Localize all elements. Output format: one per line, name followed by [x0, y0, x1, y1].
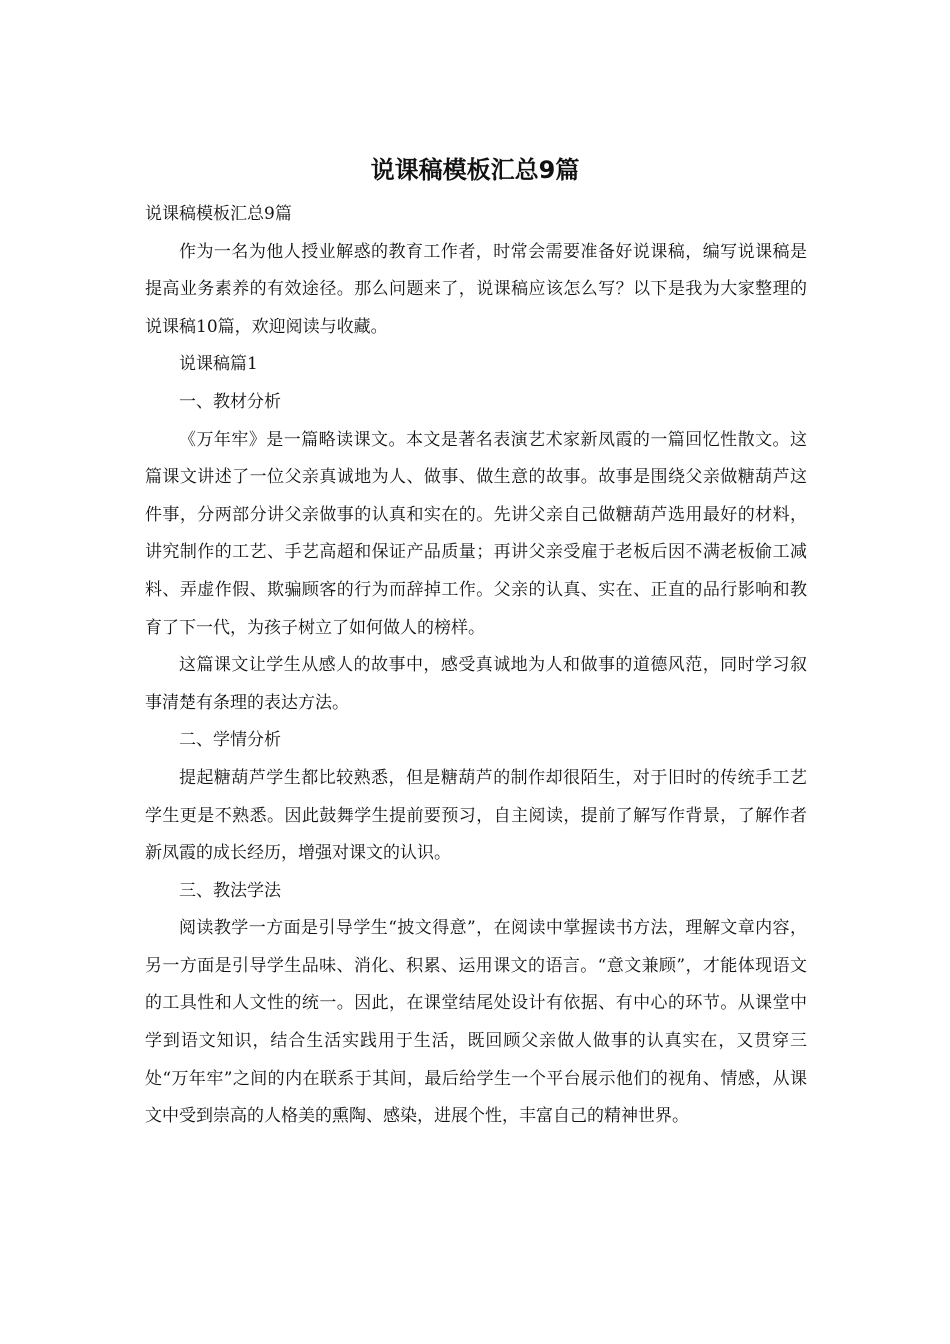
section-heading-lesson-1: 说课稿篇1 — [179, 354, 258, 375]
document-title: 说课稿模板汇总9篇 — [370, 156, 580, 184]
subtitle-line: 说课稿模板汇总9篇 — [145, 204, 292, 224]
student-analysis-paragraph: 提起糖葫芦学生都比较熟悉，但是糖葫芦的制作却很陌生，对于旧时的传统手工艺学生更是不熟悉。因此鼓舞学生提前要预习，自主阅读，提前了解写作背景，了解作者新凤霞的成长经历，增强对课文的认识。 — [145, 767, 807, 864]
lesson-goal-paragraph: 这篇课文让学生从感人的故事中，感受真诚地为人和做事的道德风范，同时学习叙事清楚有条理的表达方法。 — [145, 655, 807, 713]
document-body — [145, 196, 807, 1136]
section-heading-textbook-analysis: 一、教材分析 — [179, 391, 281, 412]
teaching-methods-paragraph: 阅读教学一方面是引导学生“披文得意”，在阅读中掌握读书方法，理解文章内容，另一方面是引导学生品味、消化、积累、运用课文的语言。“意文兼顾”，才能体现语文的工具性和人文性的统一。因此，在课堂结尾处设计有依据、有中心的环节。从课堂中学到语文知识，结合生活实践用于生活，既回顾父亲做人做事的认真实在，又贯穿三处“万年牢”之间的内在联系于其间，最后给学生一个平台展示他们的视角、情感，从课文中受到崇高的人格美的熏陶、感染，进展个性，丰富自己的精神世界。 — [145, 918, 807, 1127]
textbook-analysis-paragraph: 《万年牢》是一篇略读课文。本文是著名表演艺术家新凤霞的一篇回忆性散文。这篇课文讲述了一位父亲真诚地为人、做事、做生意的故事。故事是围绕父亲做糖葫芦这件事，分两部分讲父亲做事的认真和实在的。先讲父亲自己做糖葫芦选用最好的材料，讲究制作的工艺、手艺高超和保证产品质量；再讲父亲受雇于老板后因不满老板偷工减料、弄虚作假、欺骗顾客的行为而辞掉工作。父亲的认真、实在、正直的品行影响和教育了下一代，为孩子树立了如何做人的榜样。 — [145, 429, 807, 638]
section-heading-student-analysis: 二、学情分析 — [179, 730, 281, 751]
intro-paragraph: 作为一名为他人授业解惑的教育工作者，时常会需要准备好说课稿，编写说课稿是提高业务素养的有效途径。那么问题来了，说课稿应该怎么写？以下是我为大家整理的说课稿10篇，欢迎阅读与收藏。 — [145, 241, 807, 337]
section-heading-teaching-methods: 三、教法学法 — [179, 880, 281, 901]
